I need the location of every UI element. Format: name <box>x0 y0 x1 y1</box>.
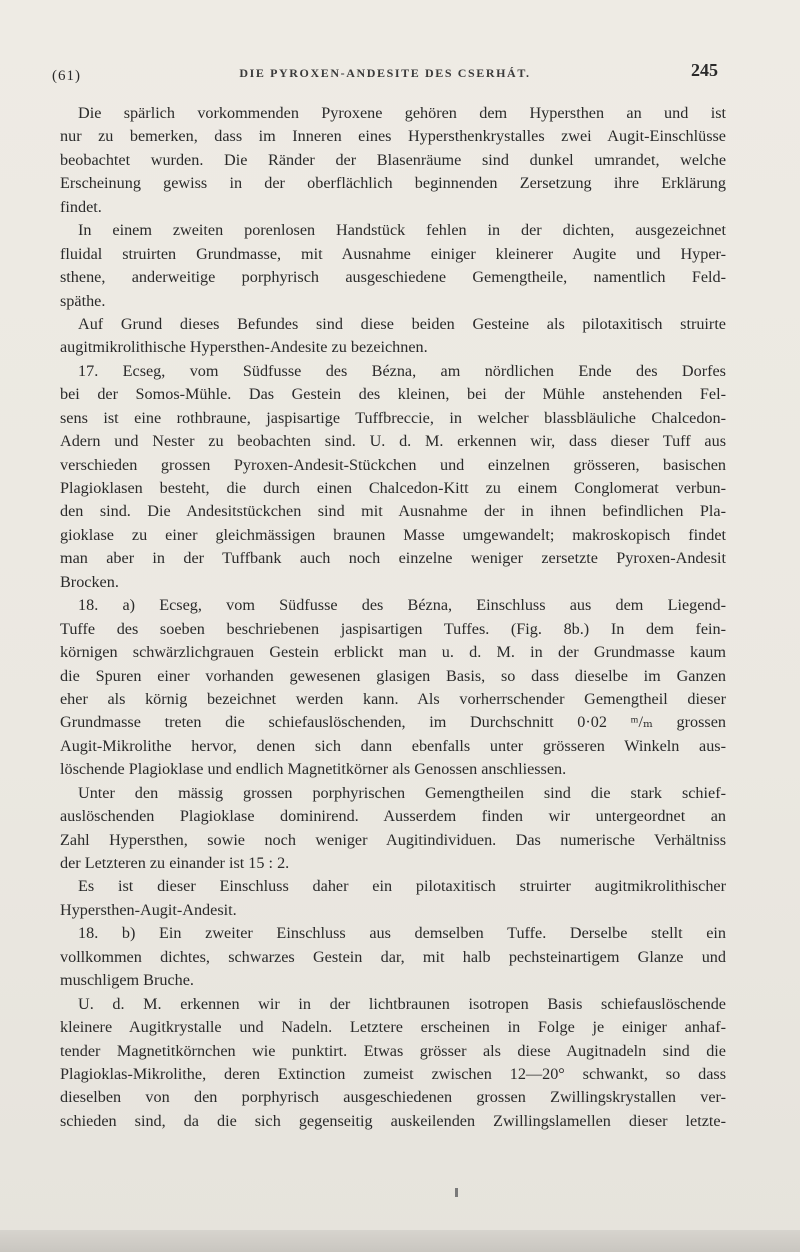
text-line: Erscheinung gewiss in der oberflächlich beginnenden Zersetzung ihre Erklärung <box>60 174 726 193</box>
running-title: DIE PYROXEN-ANDESITE DES CSERHÁT. <box>239 66 531 80</box>
text-line: Die spärlich vorkommenden Pyroxene gehören dem Hypersthen an und ist <box>78 104 726 122</box>
text-line: Grundmasse treten die schiefauslöschenden, im Durchschnitt 0·02 ᵐ/ₘ grossen <box>60 713 726 732</box>
text-line: Zahl Hypersthen, sowie noch weniger Augitindividuen. Das numerische Verhältniss <box>60 830 726 849</box>
text-line: bei der Somos-Mühle. Das Gestein des kleinen, bei der Mühle anstehenden Fel- <box>60 385 726 404</box>
text-line: Brocken. <box>60 572 119 591</box>
text-line: Augit-Mikrolithe hervor, denen sich dann ebenfalls unter grösseren Winkeln aus- <box>60 736 726 755</box>
text-line: 17. Ecseg, vom Südfusse des Bézna, am nördlichen Ende des Dorfes <box>78 361 726 380</box>
text-line: eher als körnig bezeichnet werden kann. Als vorherrschender Gemengtheil dieser <box>60 689 726 708</box>
text-line: löschende Plagioklase und endlich Magnetitkörner als Genossen anschliessen. <box>60 760 567 779</box>
text-line: man aber in der Tuffbank auch noch einzelne weniger zersetzte Pyroxen-Andesit <box>60 549 726 568</box>
text-line: beobachtet wurden. Die Ränder der Blasenräume sind dunkel umrandet, welche <box>60 150 726 169</box>
text-line: augitmikrolithische Hypersthen-Andesite zu bezeichnen. <box>60 338 428 357</box>
text-line: körnigen schwärzlichgrauen Gestein erblickt man u. d. M. in der Grundmasse kaum <box>60 643 726 662</box>
text-line: nur zu bemerken, dass im Inneren eines Hypersthenkrystalles zwei Augit-Einschlüsse <box>60 127 726 146</box>
text-line: gioklase zu einer gleichmässigen braunen Masse umgewandelt; makroskopisch findet <box>60 525 726 544</box>
text-line: dieselben von den porphyrisch ausgeschiedenen grossen Zwillingskrystallen ver- <box>60 1088 726 1107</box>
text-line: U. d. M. erkennen wir in der lichtbraunen isotropen Basis schiefauslöschende <box>78 994 726 1013</box>
text-line: Plagioklas-Mikrolithe, deren Extinction zumeist zwischen 12—20° schwankt, so dass <box>60 1064 726 1083</box>
text-line: muschligem Bruche. <box>60 971 194 990</box>
section-number: (61) <box>52 68 81 84</box>
text-line: schieden sind, da die sich gegenseitig auskeilenden Zwillingslamellen dieser letzte- <box>60 1111 726 1130</box>
text-line: späthe. <box>60 291 106 310</box>
page-number: 245 <box>691 60 718 80</box>
text-line: tender Magnetitkörnchen wie punktirt. Etwas grösser als diese Augitnadeln sind die <box>60 1041 726 1060</box>
text-line: verschieden grossen Pyroxen-Andesit-Stückchen und einzelnen grösseren, basischen <box>60 455 726 474</box>
text-line: findet. <box>60 197 102 216</box>
text-line: der Letzteren zu einander ist 15 : 2. <box>60 854 290 872</box>
text-line: Hypersthen-Augit-Andesit. <box>60 900 237 919</box>
text-line: Es ist dieser Einschluss daher ein pilotaxitisch struirter augitmikrolithischer <box>78 877 726 896</box>
text-line: Tuffe des soeben beschriebenen jaspisartigen Tuffes. (Fig. 8b.) In dem fein- <box>60 619 726 638</box>
running-head <box>52 58 718 88</box>
body-text <box>60 102 726 1133</box>
text-line: 18. a) Ecseg, vom Südfusse des Bézna, Einschluss aus dem Liegend- <box>78 596 726 615</box>
text-line: Adern und Nester zu beobachten sind. U. d. M. erkennen wir, dass dieser Tuff aus <box>60 432 726 451</box>
text-line: die Spuren einer vorhanden gewesenen glasigen Basis, so dass dieselbe im Ganzen <box>60 666 726 685</box>
text-line: auslöschenden Plagioklase dominirend. Ausserdem finden wir untergeordnet an <box>60 807 726 826</box>
text-line: sens ist eine rothbraune, jaspisartige Tuffbreccie, in welcher blassbläuliche Chalcedon- <box>60 408 726 427</box>
text-line: kleinere Augitkrystalle und Nadeln. Letztere erscheinen in Folge je einiger anhaf- <box>60 1018 726 1037</box>
text-line: den sind. Die Andesitstückchen sind mit Ausnahme der in ihnen befindlichen Pla- <box>60 502 726 521</box>
text-line: Unter den mässig grossen porphyrischen Gemengtheilen sind die stark schief- <box>78 783 726 802</box>
print-mark <box>455 1188 458 1197</box>
scan-edge <box>0 1230 800 1252</box>
text-line: 18. b) Ein zweiter Einschluss aus demselben Tuffe. Derselbe stellt ein <box>78 924 726 943</box>
text-line: Auf Grund dieses Befundes sind diese beiden Gesteine als pilotaxitisch struirte <box>78 314 726 333</box>
text-line: sthene, anderweitige porphyrisch ausgeschiedene Gemengtheile, namentlich Feld- <box>60 268 726 287</box>
text-line: fluidal struirten Grundmasse, mit Ausnahme einiger kleinerer Augite und Hyper- <box>60 244 726 263</box>
text-line: vollkommen dichtes, schwarzes Gestein dar, mit halb pechsteinartigem Glanze und <box>60 947 726 966</box>
text-line: Plagioklasen besteht, die durch einen Chalcedon-Kitt zu einem Conglomerat verbun- <box>60 479 726 497</box>
text-line: In einem zweiten porenlosen Handstück fehlen in der dichten, ausgezeichnet <box>78 221 726 240</box>
